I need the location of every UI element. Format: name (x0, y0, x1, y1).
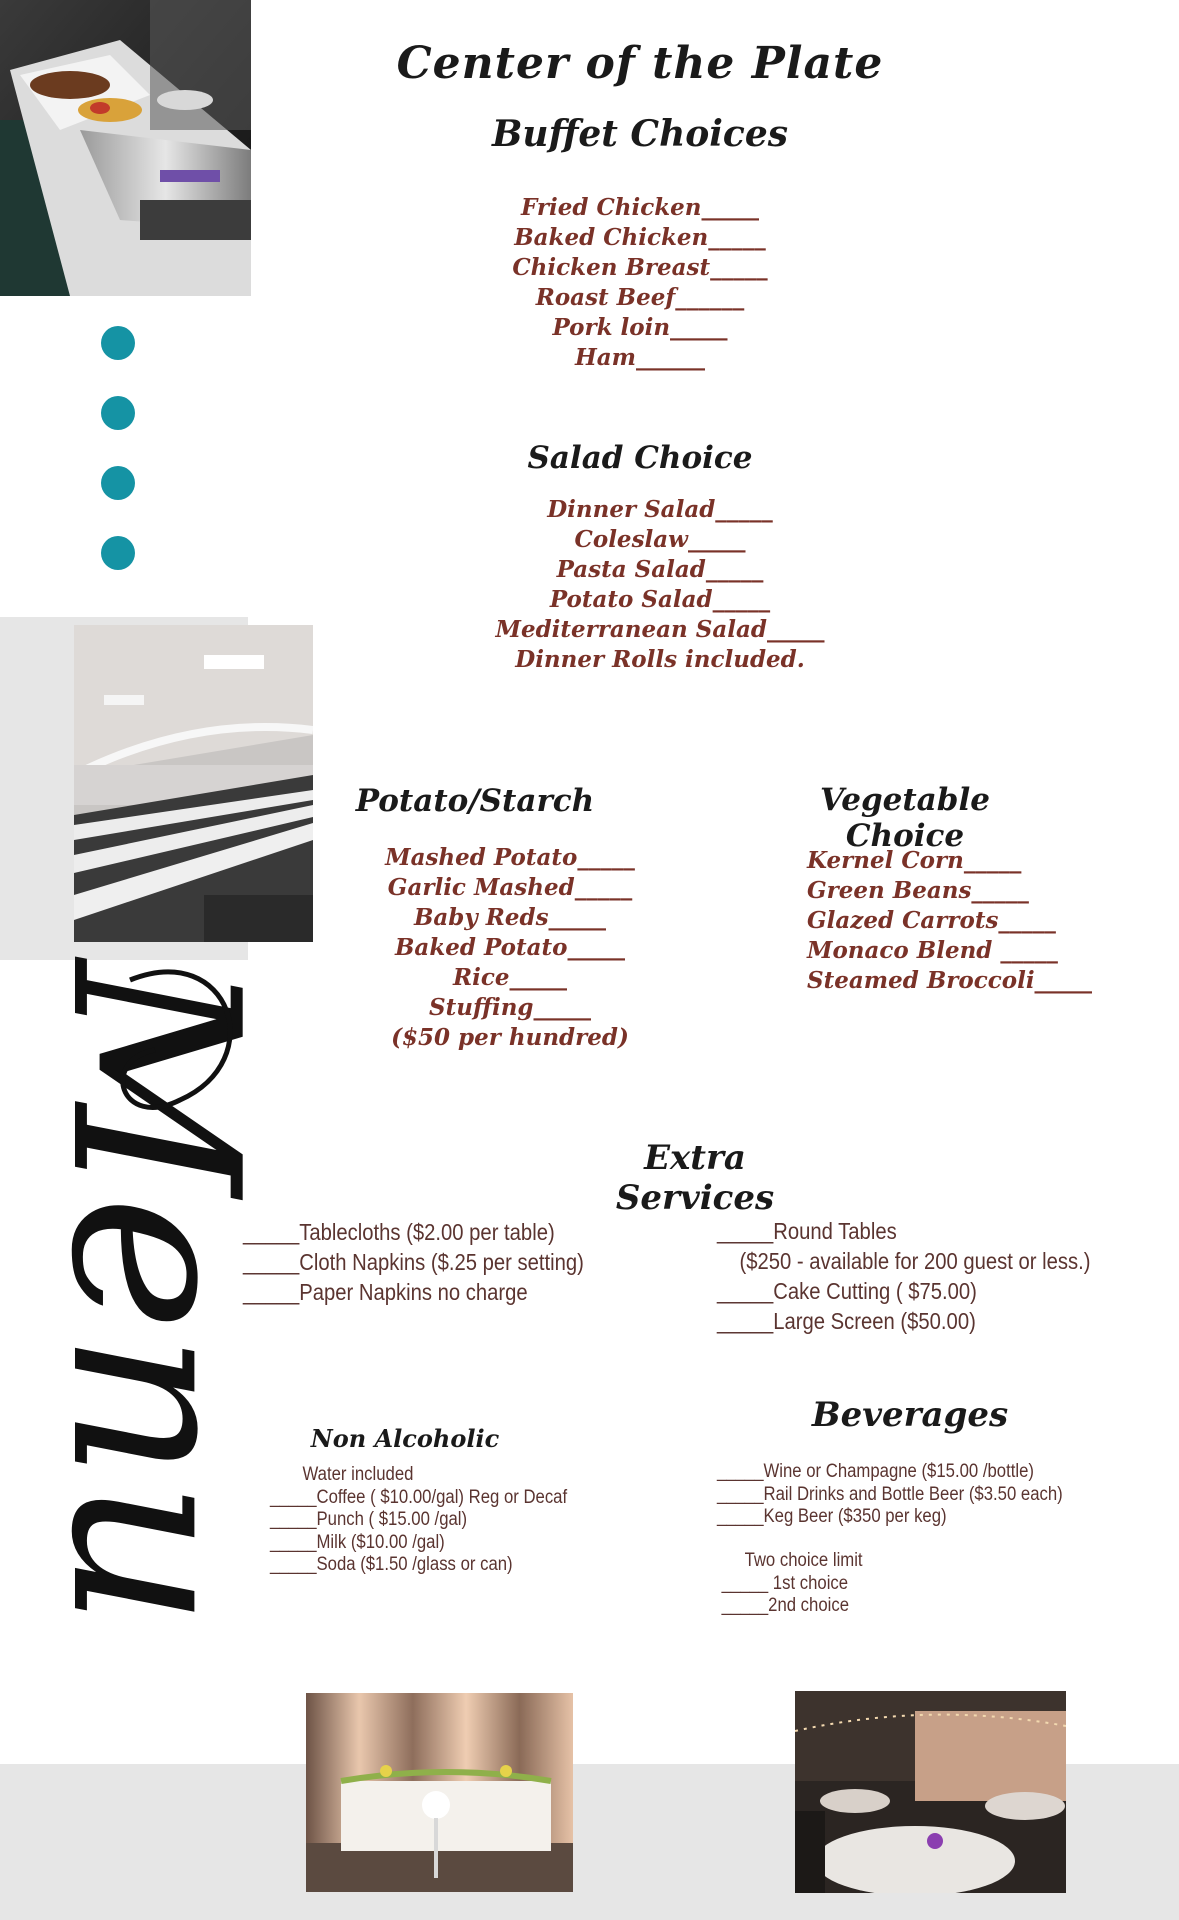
vegetable-heading: Vegetable Choice (820, 782, 990, 854)
list-item: _____Keg Beer ($350 per keg) (717, 1506, 947, 1527)
potato-list (380, 843, 640, 1053)
potato-heading: Potato/Starch (355, 783, 595, 819)
buffet-heading: Buffet Choices (491, 113, 789, 155)
list-item: Mediterranean Salad_____ (495, 616, 825, 643)
list-item: Baby Reds_____ (413, 904, 607, 931)
non-alcoholic-heading: Non Alcoholic (310, 1424, 500, 1453)
buffet-photo (0, 0, 251, 296)
list-item: Potato Salad_____ (549, 586, 771, 613)
teal-dot-1 (101, 326, 135, 360)
list-item: Stuffing_____ (428, 994, 592, 1021)
list-item: Pasta Salad_____ (556, 556, 764, 583)
list-item: _____Punch ( $15.00 /gal) (270, 1509, 468, 1530)
list-item: _____Paper Napkins no charge (243, 1279, 528, 1305)
list-item: _____Soda ($1.50 /glass or can) (270, 1554, 513, 1575)
vegetable-list (807, 846, 1107, 996)
list-item: Water included (270, 1464, 414, 1485)
banquet-hall-photo (74, 625, 313, 942)
teal-dot-3 (101, 466, 135, 500)
list-item: Steamed Broccoli_____ (807, 967, 1093, 994)
head-table-photo (306, 1693, 573, 1892)
extra-services-heading: Extra Services (615, 1138, 775, 1218)
list-item: Glazed Carrots_____ (807, 907, 1056, 934)
list-item: Rice_____ (453, 964, 567, 991)
list-item: _____ 1st choice (717, 1572, 849, 1594)
list-item: _____Tablecloths ($2.00 per table) (243, 1219, 555, 1245)
list-item: Pork loin_____ (552, 314, 728, 341)
salad-list (480, 495, 840, 675)
list-item: _____Round Tables (717, 1218, 897, 1244)
list-item: Baked Potato_____ (394, 934, 625, 961)
beverages-list (717, 1461, 1167, 1529)
list-item: Coleslaw_____ (574, 526, 746, 553)
list-item: Dinner Salad_____ (547, 496, 773, 523)
list-item: _____Cake Cutting ( $75.00) (717, 1278, 977, 1304)
list-item: Mashed Potato_____ (385, 844, 635, 871)
teal-dot-4 (101, 536, 135, 570)
list-item: Monaco Blend _____ (807, 937, 1058, 964)
list-item: ($250 - available for 200 guest or less.) (717, 1248, 1091, 1274)
reception-hall-photo (795, 1691, 1066, 1893)
teal-dot-2 (101, 396, 135, 430)
list-item: _____2nd choice (717, 1595, 850, 1616)
menu-script-word (0, 940, 300, 1680)
menu-word-text: Menu (20, 960, 287, 1628)
page-title: Center of the Plate (396, 38, 884, 89)
list-item: Ham______ (575, 344, 705, 371)
beverages-limit (717, 1550, 1017, 1618)
list-item: Fried Chicken_____ (520, 194, 760, 221)
list-item: _____Large Screen ($50.00) (717, 1308, 976, 1334)
list-item: Two choice limit (717, 1550, 863, 1571)
list-item: Green Beans_____ (807, 877, 1029, 904)
list-item: Chicken Breast_____ (512, 254, 768, 281)
list-item: _____Wine or Champagne ($15.00 /bottle) (717, 1461, 1034, 1482)
list-item: _____Rail Drinks and Bottle Beer ($3.50 each) (717, 1483, 1063, 1505)
list-item: Baked Chicken_____ (514, 224, 766, 251)
list-item: _____Coffee ( $10.00/gal) Reg or Decaf (270, 1486, 568, 1508)
non-alcoholic-list (270, 1464, 670, 1577)
list-item: Kernel Corn_____ (807, 847, 1022, 874)
list-item: ($50 per hundred) (391, 1024, 629, 1051)
list-item: _____Cloth Napkins ($.25 per setting) (243, 1249, 584, 1275)
extra-services-left (243, 1217, 643, 1307)
buffet-list (490, 193, 790, 373)
list-item: _____Milk ($10.00 /gal) (270, 1531, 445, 1553)
salad-heading: Salad Choice (527, 440, 753, 476)
list-item: Garlic Mashed_____ (387, 874, 633, 901)
beverages-heading: Beverages (811, 1395, 1009, 1435)
list-item: Dinner Rolls included. (515, 646, 805, 673)
extra-services-right (717, 1216, 1167, 1336)
list-item: Roast Beef______ (535, 284, 745, 311)
